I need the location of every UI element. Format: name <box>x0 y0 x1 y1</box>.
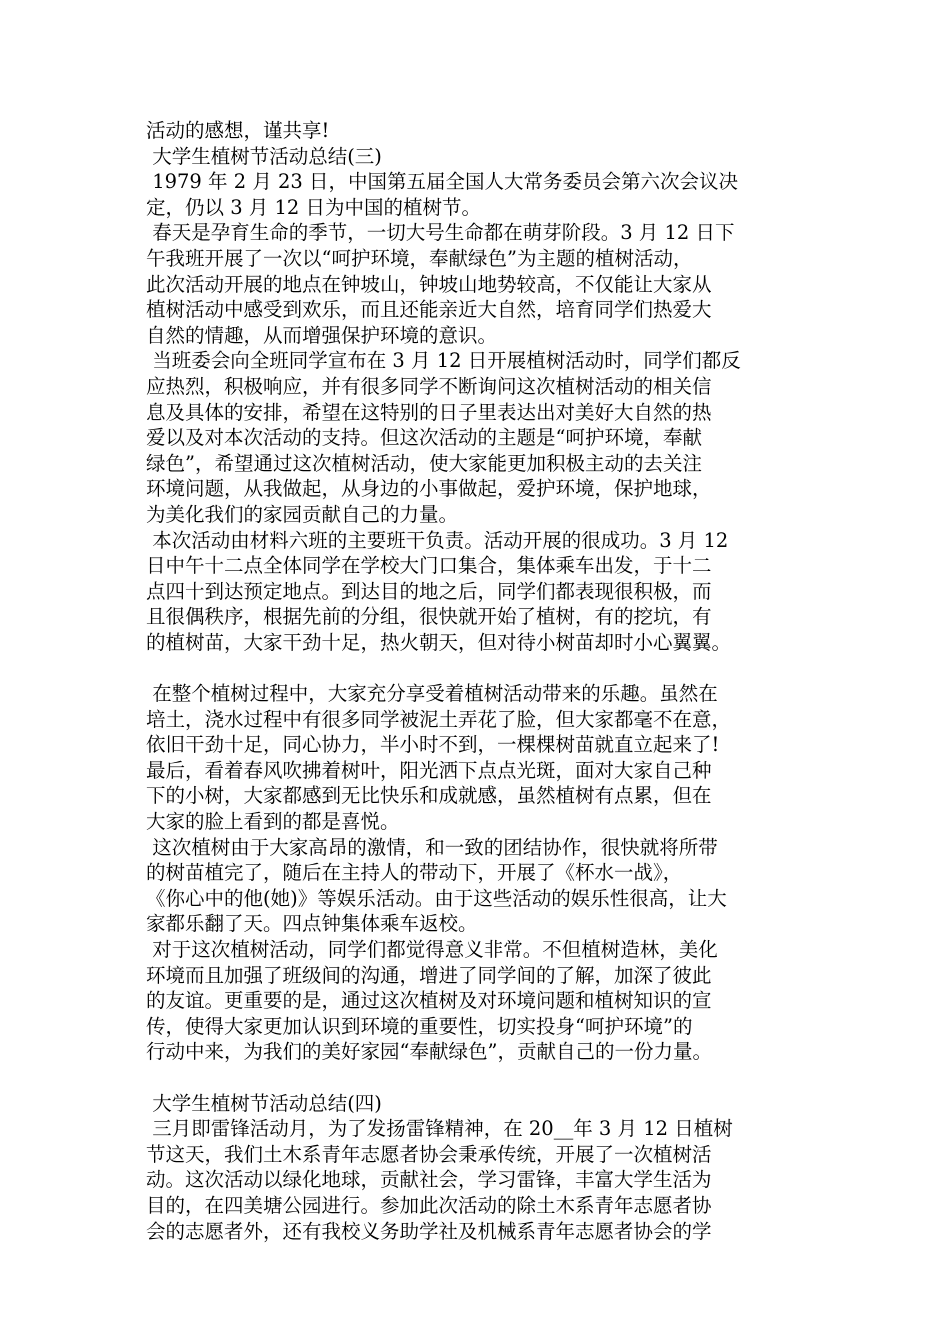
document-body <box>146 118 806 1244</box>
text-line: 大家的脸上看到的都是喜悦。 <box>146 810 400 834</box>
text-line: 大学生植树节活动总结(三) <box>146 144 382 168</box>
text-line: 活动的感想，谨共享! <box>146 119 330 142</box>
text-line: 最后，看着春风吹拂着树叶，阳光洒下点点光斑，面对大家自己种 <box>146 758 712 782</box>
text-line: 依旧干劲十足，同心协力，半小时不到，一棵棵树苗就直立起来了! <box>146 733 720 757</box>
text-line: 三月即雷锋活动月，为了发扬雷锋精神，在 20__年 3 月 12 日植树 <box>146 1117 733 1141</box>
text-line: 节这天，我们土木系青年志愿者协会秉承传统，开展了一次植树活 <box>146 1142 712 1166</box>
text-line: 培土，浇水过程中有很多同学被泥土弄花了脸，但大家都毫不在意， <box>146 707 732 731</box>
text-line: 为美化我们的家园贡献自己的力量。 <box>146 502 459 526</box>
text-line: 春天是孕育生命的季节，一切大号生命都在萌芽阶段。3 月 12 日下 <box>146 221 735 245</box>
text-line: 对于这次植树活动，同学们都觉得意义非常。不但植树造林，美化 <box>146 938 718 961</box>
blank-line <box>146 1065 806 1091</box>
text-line: 午我班开展了一次以“呵护环境，奉献绿色”为主题的植树活动， <box>146 246 693 270</box>
text-line: 行动中来，为我们的美好家园“奉献绿色”，贡献自己的一份力量。 <box>146 1040 712 1064</box>
text-line: 的植树苗，大家干劲十足，热火朝天，但对待小树苗却时小心翼翼。 <box>146 630 732 654</box>
text-line: 且很偶秩序，根据先前的分组，很快就开始了植树，有的挖坑，有 <box>146 605 712 629</box>
text-line: 下的小树，大家都感到无比快乐和成就感，虽然植树有点累，但在 <box>146 784 712 808</box>
text-line: 自然的情趣，从而增强保护环境的意识。 <box>146 323 498 347</box>
text-line: 植树活动中感受到欢乐，而且还能亲近大自然，培育同学们热爱大 <box>146 298 712 322</box>
text-line: 的树苗植完了，随后在主持人的带动下，开展了《杯水一战》， <box>146 861 683 885</box>
text-line: 这次植树由于大家高昂的激情，和一致的团结协作，很快就将所带 <box>146 835 718 859</box>
text-line: 大学生植树节活动总结(四) <box>146 1091 382 1115</box>
text-line: 本次活动由材料六班的主要班干负责。活动开展的很成功。3 月 12 <box>146 528 729 552</box>
text-line: 环境而且加强了班级间的沟通，增进了同学间的了解，加深了彼此 <box>146 963 712 987</box>
text-line: 传，使得大家更加认识到环境的重要性，切实投身“呵护环境”的 <box>146 1014 693 1038</box>
text-line: 此次活动开展的地点在钟坡山，钟坡山地势较高，不仅能让大家从 <box>146 272 712 296</box>
blank-line <box>146 655 806 681</box>
text-line: 在整个植树过程中，大家充分享受着植树活动带来的乐趣。虽然在 <box>146 682 718 706</box>
text-line: 《你心中的他(她)》等娱乐活动。由于这些活动的娱乐性很高，让大 <box>146 886 727 910</box>
text-line: 家都乐翻了天。四点钟集体乘车返校。 <box>146 912 478 936</box>
text-line: 日中午十二点全体同学在学校大门口集合，集体乘车出发，于十二 <box>146 554 712 578</box>
text-line: 当班委会向全班同学宣布在 3 月 12 日开展植树活动时，同学们都反 <box>146 349 741 373</box>
text-line: 应热烈，积极响应，并有很多同学不断询问这次植树活动的相关信 <box>146 374 712 398</box>
text-line: 定，仍以 3 月 12 日为中国的植树节。 <box>146 195 482 219</box>
text-line: 的友谊。更重要的是，通过这次植树及对环境问题和植树知识的宣 <box>146 989 712 1013</box>
text-line: 点四十到达预定地点。到达目的地之后，同学们都表现很积极，而 <box>146 579 712 603</box>
text-line: 息及具体的安排，希望在这特别的日子里表达出对美好大自然的热 <box>146 400 712 424</box>
text-line: 环境问题，从我做起，从身边的小事做起，爱护环境，保护地球， <box>146 477 712 501</box>
text-line: 绿色”，希望通过这次植树活动，使大家能更加积极主动的去关注 <box>146 451 702 475</box>
text-line: 爱以及对本次活动的支持。但这次活动的主题是“呵护环境，奉献 <box>146 426 702 450</box>
text-line: 动。这次活动以绿化地球，贡献社会，学习雷锋，丰富大学生活为 <box>146 1168 712 1192</box>
text-line: 目的，在四美塘公园进行。参加此次活动的除土木系青年志愿者协 <box>146 1193 712 1217</box>
text-line: 1979 年 2 月 23 日，中国第五届全国人大常务委员会第六次会议决 <box>146 170 739 194</box>
text-line: 会的志愿者外，还有我校义务助学社及机械系青年志愿者协会的学 <box>146 1219 712 1243</box>
